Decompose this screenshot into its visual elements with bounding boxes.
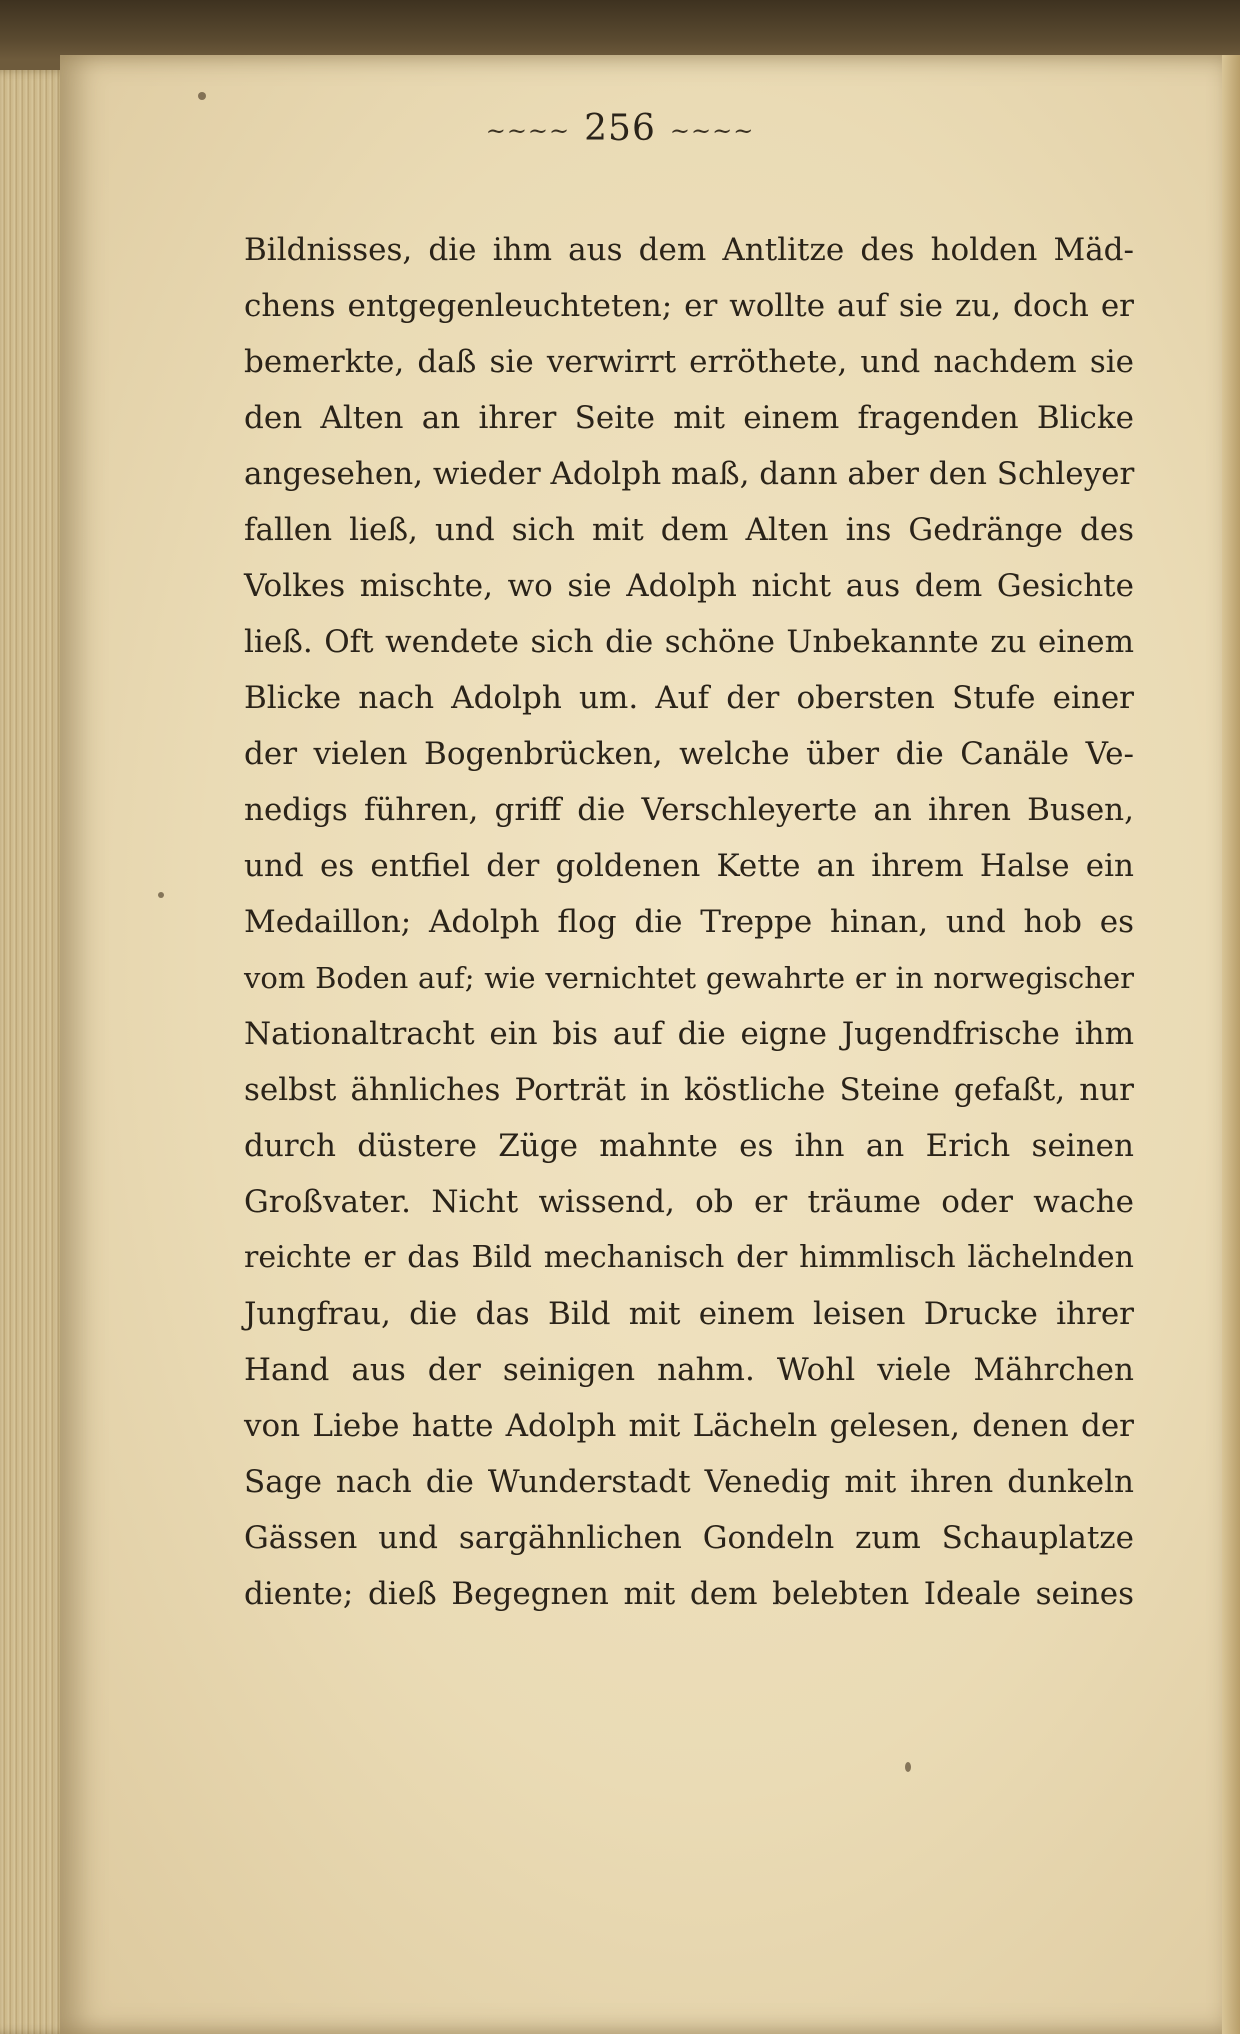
text-line: ließ. Oft wendete sich die schöne Unbekannte zu einem xyxy=(244,624,1134,660)
text-line: Bildnisses, die ihm aus dem Antlitze des holden Mäd- xyxy=(244,232,1134,268)
text-line: fallen ließ, und sich mit dem Alten ins Gedränge des xyxy=(244,512,1134,548)
text-line: Volkes mischte, wo sie Adolph nicht aus dem Gesichte xyxy=(244,568,1134,604)
text-line: Blicke nach Adolph um. Auf der obersten Stufe einer xyxy=(244,680,1134,716)
text-line: Nationaltracht ein bis auf die eigne Jugendfrische ihm xyxy=(244,1016,1134,1052)
text-line: reichte er das Bild mechanisch der himmlisch lächelnden xyxy=(244,1240,1134,1275)
header-ornament-left: ~~~~ xyxy=(485,117,571,145)
header-ornament-right: ~~~~ xyxy=(669,117,755,145)
ink-speck xyxy=(158,892,164,898)
ink-speck xyxy=(905,1762,911,1772)
text-line: Jungfrau, die das Bild mit einem leisen Drucke ihrer xyxy=(244,1296,1134,1332)
text-line: von Liebe hatte Adolph mit Lächeln gelesen, denen der xyxy=(244,1408,1134,1444)
text-line: Hand aus der seinigen nahm. Wohl viele Mährchen xyxy=(244,1352,1134,1388)
text-line: angesehen, wieder Adolph maß, dann aber den Schleyer xyxy=(244,456,1135,492)
text-line: und es entfiel der goldenen Kette an ihrem Halse ein xyxy=(244,848,1134,884)
text-line: Sage nach die Wunderstadt Venedig mit ihren dunkeln xyxy=(244,1464,1134,1500)
text-line: Medaillon; Adolph flog die Treppe hinan, und hob es xyxy=(244,904,1134,940)
page-number: 256 xyxy=(584,108,656,149)
text-line: vom Boden auf; wie vernichtet gewahrte er in norwegischer xyxy=(244,961,1134,995)
text-line: der vielen Bogenbrücken, welche über die Canäle Ve- xyxy=(244,736,1134,772)
text-line: bemerkte, daß sie verwirrt erröthete, und nachdem sie xyxy=(244,344,1134,380)
text-line: diente; dieß Begegnen mit dem belebten Ideale seines xyxy=(244,1576,1134,1612)
page-right-edge xyxy=(1222,55,1240,2034)
text-line: durch düstere Züge mahnte es ihn an Erich seinen xyxy=(244,1128,1134,1164)
text-line: den Alten an ihrer Seite mit einem fragenden Blicke xyxy=(244,400,1134,436)
ink-speck xyxy=(198,92,206,100)
text-line: nedigs führen, griff die Verschleyerte an ihren Busen, xyxy=(244,792,1134,828)
page-text xyxy=(244,222,1134,1622)
text-line: selbst ähnliches Porträt in köstliche Steine gefaßt, nur xyxy=(244,1072,1134,1108)
text-line: Großvater. Nicht wissend, ob er träume oder wache xyxy=(244,1184,1134,1220)
page-header xyxy=(0,108,1240,149)
text-line: Gässen und sargähnlichen Gondeln zum Schauplatze xyxy=(244,1520,1134,1556)
text-line: chens entgegenleuchteten; er wollte auf sie zu, doch er xyxy=(244,288,1134,324)
